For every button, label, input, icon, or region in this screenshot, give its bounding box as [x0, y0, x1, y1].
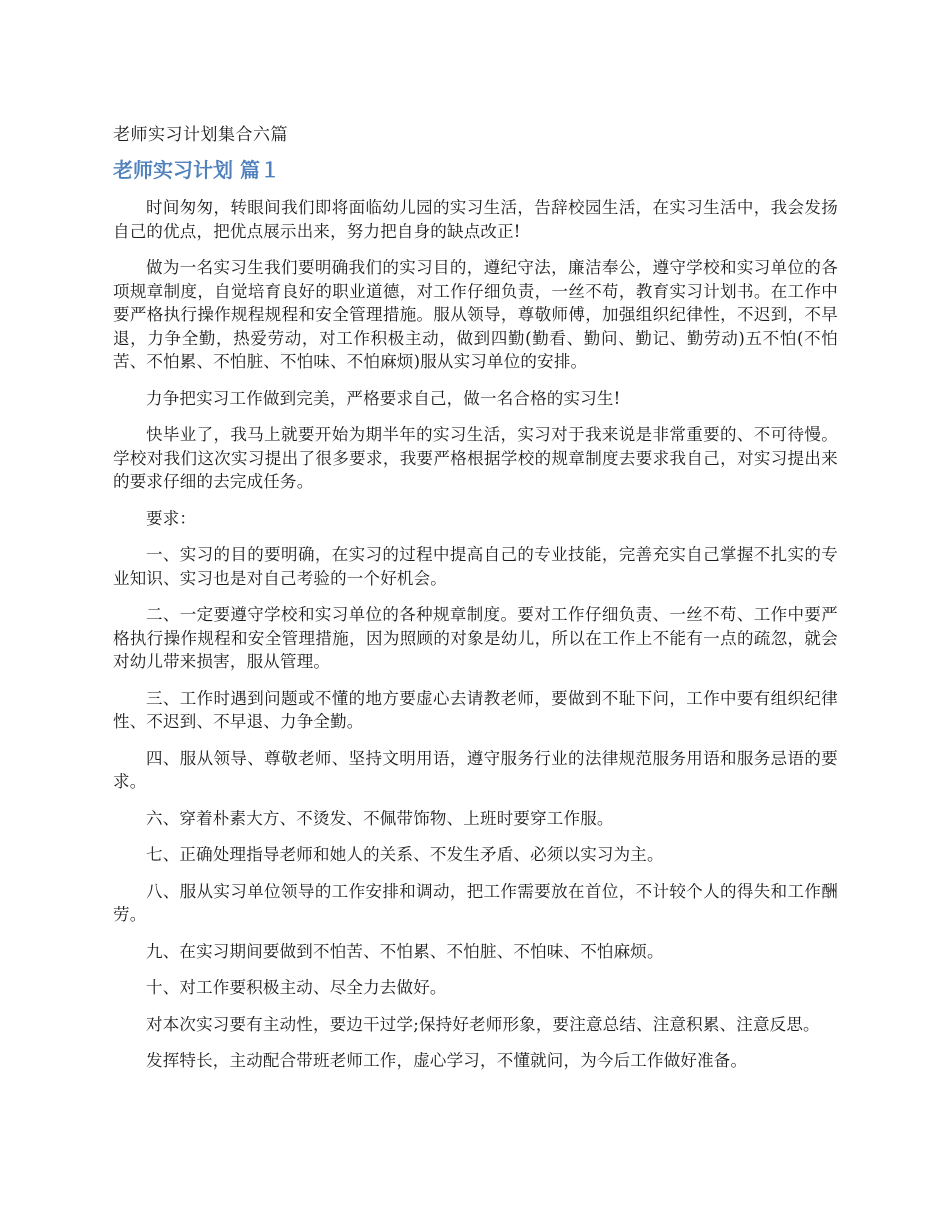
requirement-item: 七、正确处理指导老师和她人的关系、不发生矛盾、必须以实习为主。	[146, 845, 664, 864]
requirements-label: 要求：	[146, 508, 197, 528]
requirement-item: 十、对工作要积极主动、尽全力去做好。	[146, 978, 447, 997]
requirement-item: 四、服从领导、尊敬老师、坚持文明用语，遵守服务行业的法律规范服务用语和服务忌语的要求。	[113, 748, 838, 791]
paragraph: 对本次实习要有主动性，要边干过学;保持好老师形象，要注意总结、注意积累、注意反思。	[146, 1014, 820, 1034]
requirement-item: 八、服从实习单位领导的工作安排和调动，把工作需要放在首位，不计较个人的得失和工作酬劳。	[113, 881, 838, 924]
requirement-item: 六、穿着朴素大方、不烫发、不佩带饰物、上班时要穿工作服。	[146, 808, 614, 828]
paragraph: 快毕业了，我马上就要开始为期半年的实习生活，实习对于我来说是非常重要的、不可待慢。学校对我们这次实习提出了很多要求，我要严格根据学校的规章制度去要求我自己，对实习提出来的要求仔细的去完成任务。	[113, 425, 838, 491]
requirement-item: 九、在实习期间要做到不怕苦、不怕累、不怕脏、不怕味、不怕麻烦。	[146, 941, 664, 961]
document-body	[113, 122, 838, 1086]
section-heading: 老师实习计划 篇１	[113, 158, 280, 182]
paragraph: 时间匆匆，转眼间我们即将面临幼儿园的实习生活，告辞校园生活，在实习生活中，我会发扬自己的优点，把优点展示出来，努力把自身的缺点改正!	[113, 198, 838, 241]
requirement-item: 三、工作时遇到问题或不懂的地方要虚心去请教老师，要做到不耻下问，工作中要有组织纪律性、不迟到、不早退、力争全勤。	[113, 688, 838, 731]
requirement-item: 一、实习的目的要明确，在实习的过程中提高自己的专业技能，完善充实自己掌握不扎实的专业知识、实习也是对自己考验的一个好机会。	[113, 545, 838, 588]
paragraph: 做为一名实习生我们要明确我们的实习目的，遵纪守法，廉洁奉公，遵守学校和实习单位的各项规章制度，自觉培育良好的职业道德，对工作仔细负责，一丝不苟，教育实习计划书。在工作中要严格执行操作规程规程和安全管理措施。服从领导，尊敬师傅，加强组织纪律性，不迟到，不早退，力争全勤，热爱劳动，对工作积极主动，做到四勤(勤看、勤问、勤记、勤劳动)五不怕(不怕苦、不怕累、不怕脏、不怕味、不怕麻烦)服从实习单位的安排。	[113, 258, 838, 371]
document-title: 老师实习计划集合六篇	[113, 125, 288, 145]
paragraph: 发挥特长，主动配合带班老师工作，虚心学习，不懂就问，为今后工作做好准备。	[146, 1051, 748, 1070]
requirement-item: 二、一定要遵守学校和实习单位的各种规章制度。要对工作仔细负责、一丝不苟、工作中要严格执行操作规程和安全管理措施，因为照顾的对象是幼儿，所以在工作上不能有一点的疏忽，就会对幼儿带来损害，服从管理。	[113, 605, 838, 671]
paragraph: 力争把实习工作做到完美，严格要求自己，做一名合格的实习生!	[146, 388, 621, 408]
